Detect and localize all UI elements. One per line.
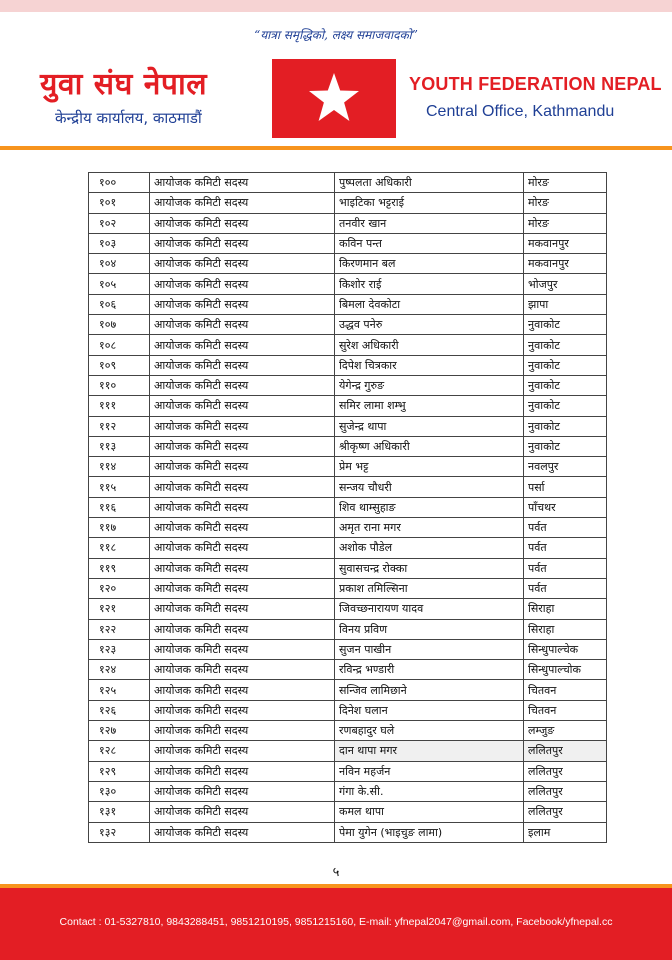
district-cell: ललितपुर bbox=[524, 781, 607, 801]
serial-number-cell: १२९ bbox=[89, 761, 150, 781]
district-cell: झापा bbox=[524, 294, 607, 314]
role-cell: आयोजक कमिटी सदस्य bbox=[150, 294, 335, 314]
role-cell: आयोजक कमिटी सदस्य bbox=[150, 578, 335, 598]
table-row bbox=[89, 599, 607, 619]
member-name-cell: अशोक पौडेल bbox=[335, 538, 524, 558]
role-cell: आयोजक कमिटी सदस्य bbox=[150, 822, 335, 842]
district-cell: लम्जुङ bbox=[524, 721, 607, 741]
table-row bbox=[89, 396, 607, 416]
role-cell: आयोजक कमिटी सदस्य bbox=[150, 436, 335, 456]
district-cell: मोरङ bbox=[524, 173, 607, 193]
district-cell: नुवाकोट bbox=[524, 375, 607, 395]
table-row bbox=[89, 639, 607, 659]
member-name-cell: भाइटिका भट्टराई bbox=[335, 193, 524, 213]
district-cell: ललितपुर bbox=[524, 761, 607, 781]
table-row bbox=[89, 619, 607, 639]
member-name-cell: उद्धव पनेरु bbox=[335, 315, 524, 335]
district-cell: नुवाकोट bbox=[524, 436, 607, 456]
table-row bbox=[89, 721, 607, 741]
table-row bbox=[89, 700, 607, 720]
table-row bbox=[89, 497, 607, 517]
role-cell: आयोजक कमिटी सदस्य bbox=[150, 741, 335, 761]
district-cell: चितवन bbox=[524, 680, 607, 700]
serial-number-cell: १२४ bbox=[89, 660, 150, 680]
member-name-cell: जिवच्छनारायण यादव bbox=[335, 599, 524, 619]
member-name-cell: रविन्द्र भण्डारी bbox=[335, 660, 524, 680]
district-cell: नुवाकोट bbox=[524, 396, 607, 416]
role-cell: आयोजक कमिटी सदस्य bbox=[150, 639, 335, 659]
district-cell: पर्वत bbox=[524, 558, 607, 578]
member-name-cell: सुजन पाखीन bbox=[335, 639, 524, 659]
district-cell: ललितपुर bbox=[524, 741, 607, 761]
role-cell: आयोजक कमिटी सदस्य bbox=[150, 558, 335, 578]
serial-number-cell: १३२ bbox=[89, 822, 150, 842]
district-cell: भोजपुर bbox=[524, 274, 607, 294]
member-name-cell: दिपेश चित्रकार bbox=[335, 355, 524, 375]
serial-number-cell: १०८ bbox=[89, 335, 150, 355]
footer-contact: Contact : 01-5327810, 9843288451, 9851210195, 9851215160, E-mail: yfnepal2047@gmail.com, Facebook/yfnepal.cc bbox=[59, 916, 613, 928]
district-cell: सिन्धुपाल्चेक bbox=[524, 639, 607, 659]
member-name-cell: सुरेश अधिकारी bbox=[335, 335, 524, 355]
serial-number-cell: १२१ bbox=[89, 599, 150, 619]
member-name-cell: किरणमान बल bbox=[335, 254, 524, 274]
table-row bbox=[89, 457, 607, 477]
serial-number-cell: १२५ bbox=[89, 680, 150, 700]
table-row bbox=[89, 822, 607, 842]
table-row bbox=[89, 477, 607, 497]
table-row bbox=[89, 518, 607, 538]
office-english: Central Office, Kathmandu bbox=[426, 103, 615, 120]
member-name-cell: दान थापा मगर bbox=[335, 741, 524, 761]
member-name-cell: दिनेश घलान bbox=[335, 700, 524, 720]
serial-number-cell: १११ bbox=[89, 396, 150, 416]
district-cell: पर्वत bbox=[524, 578, 607, 598]
district-cell: पाँचथर bbox=[524, 497, 607, 517]
district-cell: चितवन bbox=[524, 700, 607, 720]
member-name-cell: शिव थाम्सुहाङ bbox=[335, 497, 524, 517]
member-name-cell: सन्जिव लामिछाने bbox=[335, 680, 524, 700]
district-cell: पर्सा bbox=[524, 477, 607, 497]
table-row bbox=[89, 538, 607, 558]
role-cell: आयोजक कमिटी सदस्य bbox=[150, 396, 335, 416]
role-cell: आयोजक कमिटी सदस्य bbox=[150, 173, 335, 193]
serial-number-cell: ११७ bbox=[89, 518, 150, 538]
role-cell: आयोजक कमिटी सदस्य bbox=[150, 416, 335, 436]
district-cell: सिराहा bbox=[524, 619, 607, 639]
district-cell: मकवानपुर bbox=[524, 233, 607, 253]
serial-number-cell: १०४ bbox=[89, 254, 150, 274]
district-cell: ललितपुर bbox=[524, 802, 607, 822]
table-row bbox=[89, 193, 607, 213]
table-row bbox=[89, 416, 607, 436]
role-cell: आयोजक कमिटी सदस्य bbox=[150, 538, 335, 558]
star-flag-logo bbox=[272, 59, 396, 138]
serial-number-cell: १२८ bbox=[89, 741, 150, 761]
role-cell: आयोजक कमिटी सदस्य bbox=[150, 457, 335, 477]
table-row bbox=[89, 761, 607, 781]
role-cell: आयोजक कमिटी सदस्य bbox=[150, 254, 335, 274]
table-row bbox=[89, 741, 607, 761]
table-row bbox=[89, 213, 607, 233]
table-row bbox=[89, 436, 607, 456]
top-pink-strip bbox=[0, 0, 672, 12]
role-cell: आयोजक कमिटी सदस्य bbox=[150, 375, 335, 395]
member-name-cell: प्रेम भट्ट bbox=[335, 457, 524, 477]
district-cell: मकवानपुर bbox=[524, 254, 607, 274]
serial-number-cell: ११८ bbox=[89, 538, 150, 558]
district-cell: सिन्धुपाल्चोक bbox=[524, 660, 607, 680]
serial-number-cell: ११९ bbox=[89, 558, 150, 578]
member-name-cell: प्रकाश तमिल्सिना bbox=[335, 578, 524, 598]
member-name-cell: गंगा के.सी. bbox=[335, 781, 524, 801]
district-cell: नुवाकोट bbox=[524, 416, 607, 436]
role-cell: आयोजक कमिटी सदस्य bbox=[150, 700, 335, 720]
district-cell: नुवाकोट bbox=[524, 335, 607, 355]
table-row bbox=[89, 802, 607, 822]
role-cell: आयोजक कमिटी सदस्य bbox=[150, 721, 335, 741]
serial-number-cell: ११२ bbox=[89, 416, 150, 436]
org-name-nepali: युवा संघ नेपाल bbox=[40, 67, 208, 102]
role-cell: आयोजक कमिटी सदस्य bbox=[150, 680, 335, 700]
role-cell: आयोजक कमिटी सदस्य bbox=[150, 315, 335, 335]
table-row bbox=[89, 578, 607, 598]
serial-number-cell: १३१ bbox=[89, 802, 150, 822]
serial-number-cell: १०७ bbox=[89, 315, 150, 335]
member-name-cell: किशोर राई bbox=[335, 274, 524, 294]
district-cell: मोरङ bbox=[524, 213, 607, 233]
table-row bbox=[89, 375, 607, 395]
district-cell: पर्वत bbox=[524, 538, 607, 558]
serial-number-cell: ११५ bbox=[89, 477, 150, 497]
page-number: ५ bbox=[332, 865, 340, 880]
table-row bbox=[89, 781, 607, 801]
serial-number-cell: १०२ bbox=[89, 213, 150, 233]
serial-number-cell: १२० bbox=[89, 578, 150, 598]
table-row bbox=[89, 335, 607, 355]
member-name-cell: सन्जय चौधरी bbox=[335, 477, 524, 497]
role-cell: आयोजक कमिटी सदस्य bbox=[150, 213, 335, 233]
member-name-cell: बिमला देवकोटा bbox=[335, 294, 524, 314]
member-name-cell: कमल थापा bbox=[335, 802, 524, 822]
serial-number-cell: १२६ bbox=[89, 700, 150, 720]
member-name-cell: तनवीर खान bbox=[335, 213, 524, 233]
member-name-cell: कविन पन्त bbox=[335, 233, 524, 253]
table-row bbox=[89, 274, 607, 294]
serial-number-cell: १२२ bbox=[89, 619, 150, 639]
table-row bbox=[89, 173, 607, 193]
role-cell: आयोजक कमिटी सदस्य bbox=[150, 355, 335, 375]
member-name-cell: येगेन्द्र गुरुङ bbox=[335, 375, 524, 395]
member-name-cell: समिर लामा शम्भु bbox=[335, 396, 524, 416]
district-cell: नवलपुर bbox=[524, 457, 607, 477]
member-name-cell: सुजेन्द्र थापा bbox=[335, 416, 524, 436]
tagline: “यात्रा समृद्धिको, लक्ष्य समाजवादको” bbox=[254, 28, 418, 42]
role-cell: आयोजक कमिटी सदस्य bbox=[150, 660, 335, 680]
serial-number-cell: १२७ bbox=[89, 721, 150, 741]
serial-number-cell: १३० bbox=[89, 781, 150, 801]
district-cell: नुवाकोट bbox=[524, 315, 607, 335]
role-cell: आयोजक कमिटी सदस्य bbox=[150, 802, 335, 822]
table-row bbox=[89, 294, 607, 314]
table-row bbox=[89, 680, 607, 700]
star-icon bbox=[307, 71, 361, 125]
serial-number-cell: १०० bbox=[89, 173, 150, 193]
role-cell: आयोजक कमिटी सदस्य bbox=[150, 233, 335, 253]
role-cell: आयोजक कमिटी सदस्य bbox=[150, 599, 335, 619]
role-cell: आयोजक कमिटी सदस्य bbox=[150, 477, 335, 497]
district-cell: पर्वत bbox=[524, 518, 607, 538]
serial-number-cell: १०३ bbox=[89, 233, 150, 253]
office-nepali: केन्द्रीय कार्यालय, काठमाडौं bbox=[55, 109, 202, 127]
serial-number-cell: ११४ bbox=[89, 457, 150, 477]
table-row bbox=[89, 233, 607, 253]
role-cell: आयोजक कमिटी सदस्य bbox=[150, 497, 335, 517]
role-cell: आयोजक कमिटी सदस्य bbox=[150, 619, 335, 639]
district-cell: इलाम bbox=[524, 822, 607, 842]
member-name-cell: पुष्पलता अधिकारी bbox=[335, 173, 524, 193]
role-cell: आयोजक कमिटी सदस्य bbox=[150, 193, 335, 213]
header-divider bbox=[0, 146, 672, 150]
member-name-cell: पेमा युगेन (भाइचुङ लामा) bbox=[335, 822, 524, 842]
role-cell: आयोजक कमिटी सदस्य bbox=[150, 761, 335, 781]
serial-number-cell: ११६ bbox=[89, 497, 150, 517]
role-cell: आयोजक कमिटी सदस्य bbox=[150, 335, 335, 355]
members-table bbox=[88, 172, 607, 843]
serial-number-cell: १२३ bbox=[89, 639, 150, 659]
member-name-cell: नविन महर्जन bbox=[335, 761, 524, 781]
district-cell: नुवाकोट bbox=[524, 355, 607, 375]
district-cell: सिराहा bbox=[524, 599, 607, 619]
role-cell: आयोजक कमिटी सदस्य bbox=[150, 781, 335, 801]
table-row bbox=[89, 558, 607, 578]
serial-number-cell: १०९ bbox=[89, 355, 150, 375]
table-row bbox=[89, 355, 607, 375]
member-name-cell: रणबहादुर घले bbox=[335, 721, 524, 741]
serial-number-cell: ११३ bbox=[89, 436, 150, 456]
member-name-cell: विनय प्रविण bbox=[335, 619, 524, 639]
serial-number-cell: ११० bbox=[89, 375, 150, 395]
member-name-cell: सुवासचन्द्र रोक्का bbox=[335, 558, 524, 578]
member-name-cell: श्रीकृष्ण अधिकारी bbox=[335, 436, 524, 456]
table-row bbox=[89, 315, 607, 335]
org-name-english: YOUTH FEDERATION NEPAL bbox=[409, 74, 662, 94]
role-cell: आयोजक कमिटी सदस्य bbox=[150, 274, 335, 294]
table-row bbox=[89, 254, 607, 274]
member-name-cell: अमृत राना मगर bbox=[335, 518, 524, 538]
serial-number-cell: १०६ bbox=[89, 294, 150, 314]
role-cell: आयोजक कमिटी सदस्य bbox=[150, 518, 335, 538]
serial-number-cell: १०१ bbox=[89, 193, 150, 213]
serial-number-cell: १०५ bbox=[89, 274, 150, 294]
table-row bbox=[89, 660, 607, 680]
district-cell: मोरङ bbox=[524, 193, 607, 213]
